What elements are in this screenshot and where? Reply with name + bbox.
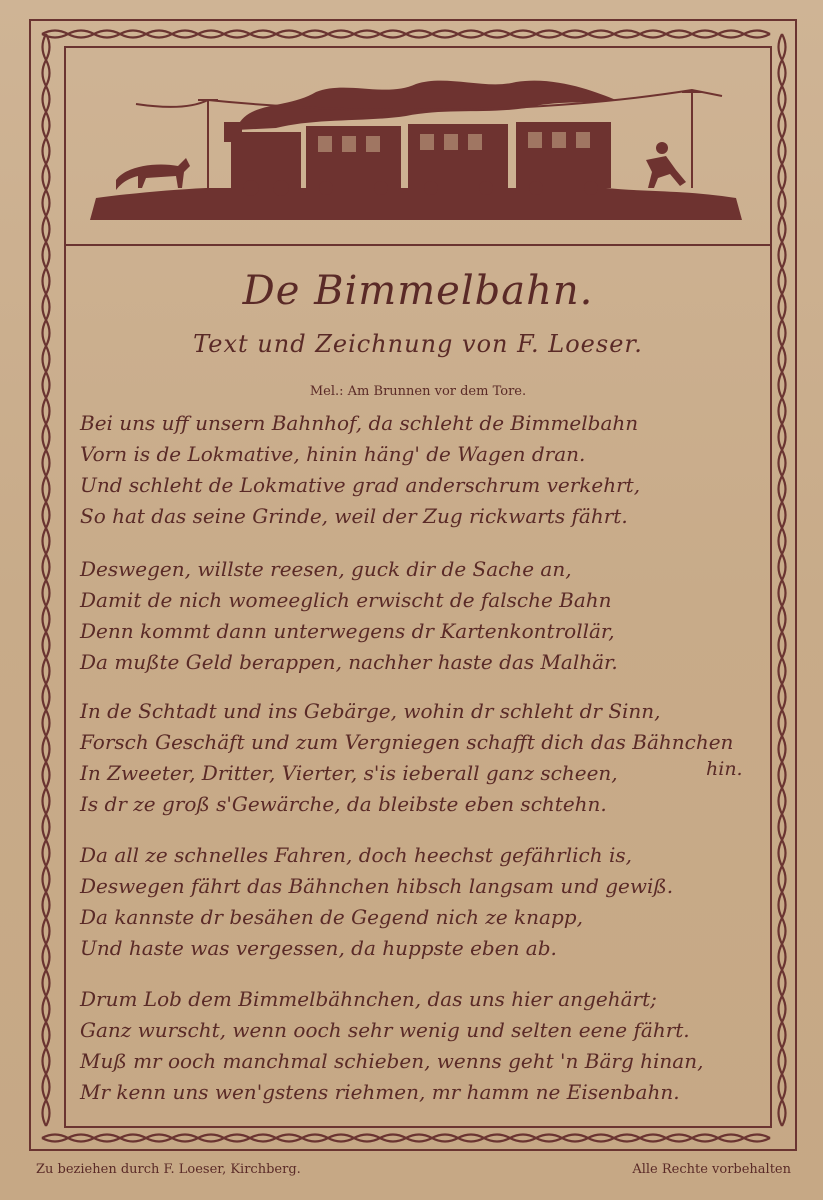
verse-4: [80, 840, 770, 964]
verse-line: Mr kenn uns wen'gstens riehmen, mr hamm ne Eisenbahn.: [80, 1080, 680, 1104]
verse-line: Drum Lob dem Bimmelbähnchen, das uns hier angehärt;: [80, 987, 657, 1011]
verse-line: Bei uns uff unsern Bahnhof, da schleht de Bimmelbahn: [80, 411, 639, 435]
verse-line: Und haste was vergessen, da huppste eben ab.: [80, 936, 557, 960]
poem-title: De Bimmelbahn.: [242, 268, 594, 314]
verse-line: Muß mr ooch manchmal schieben, wenns geht 'n Bärg hinan,: [80, 1049, 704, 1073]
verse-line: Da kannste dr besähen de Gegend nich ze knapp,: [80, 905, 583, 929]
verse-3: [80, 696, 770, 820]
publisher-note: Zu beziehen durch F. Loeser, Kirchberg.: [36, 1162, 301, 1177]
verse-line: Da mußte Geld berappen, nachher haste das Malhär.: [80, 650, 618, 674]
verse-line: Ganz wurscht, wenn ooch sehr wenig und selten eene fährt.: [80, 1018, 690, 1042]
verse-line: Deswegen fährt das Bähnchen hibsch langsam und gewiß.: [80, 874, 674, 898]
verse-line: Deswegen, willste reesen, guck dir de Sache an,: [80, 557, 572, 581]
verse-line: Und schleht de Lokmative grad anderschrum verkehrt,: [80, 473, 641, 497]
verse-line: Da all ze schnelles Fahren, doch heechst gefährlich is,: [80, 843, 632, 867]
header-divider: [64, 244, 772, 246]
verse-line: In Zweeter, Dritter, Vierter, s'is ieberall ganz scheen,: [80, 761, 618, 785]
melody-note: Mel.: Am Brunnen vor dem Tore.: [309, 384, 527, 399]
poem-subtitle: Text und Zeichnung von F. Loeser.: [193, 330, 643, 358]
verse-line: So hat das seine Grinde, weil der Zug rickwarts fährt.: [80, 504, 628, 528]
verse-line: Is dr ze groß s'Gewärche, da bleibste eben schtehn.: [80, 792, 607, 816]
verse-5: [80, 984, 770, 1108]
verse-line: Denn kommt dann unterwegens dr Kartenkontrollär,: [80, 619, 615, 643]
rights-note: Alle Rechte vorbehalten: [632, 1162, 791, 1177]
verse-line: Damit de nich womeeglich erwischt de falsche Bahn: [80, 588, 612, 612]
verse-line: Vorn is de Lokmative, hinin häng' de Wagen dran.: [80, 442, 586, 466]
verse-1: [80, 408, 770, 532]
verse-3-continuation: hin.: [706, 758, 743, 780]
verse-2: [80, 554, 770, 678]
verse-line: In de Schtadt und ins Gebärge, wohin dr schleht dr Sinn,: [80, 699, 661, 723]
verse-line: Forsch Geschäft und zum Vergniegen schafft dich das Bähnchen: [80, 730, 734, 754]
train-silhouette-illustration: [86, 70, 746, 222]
